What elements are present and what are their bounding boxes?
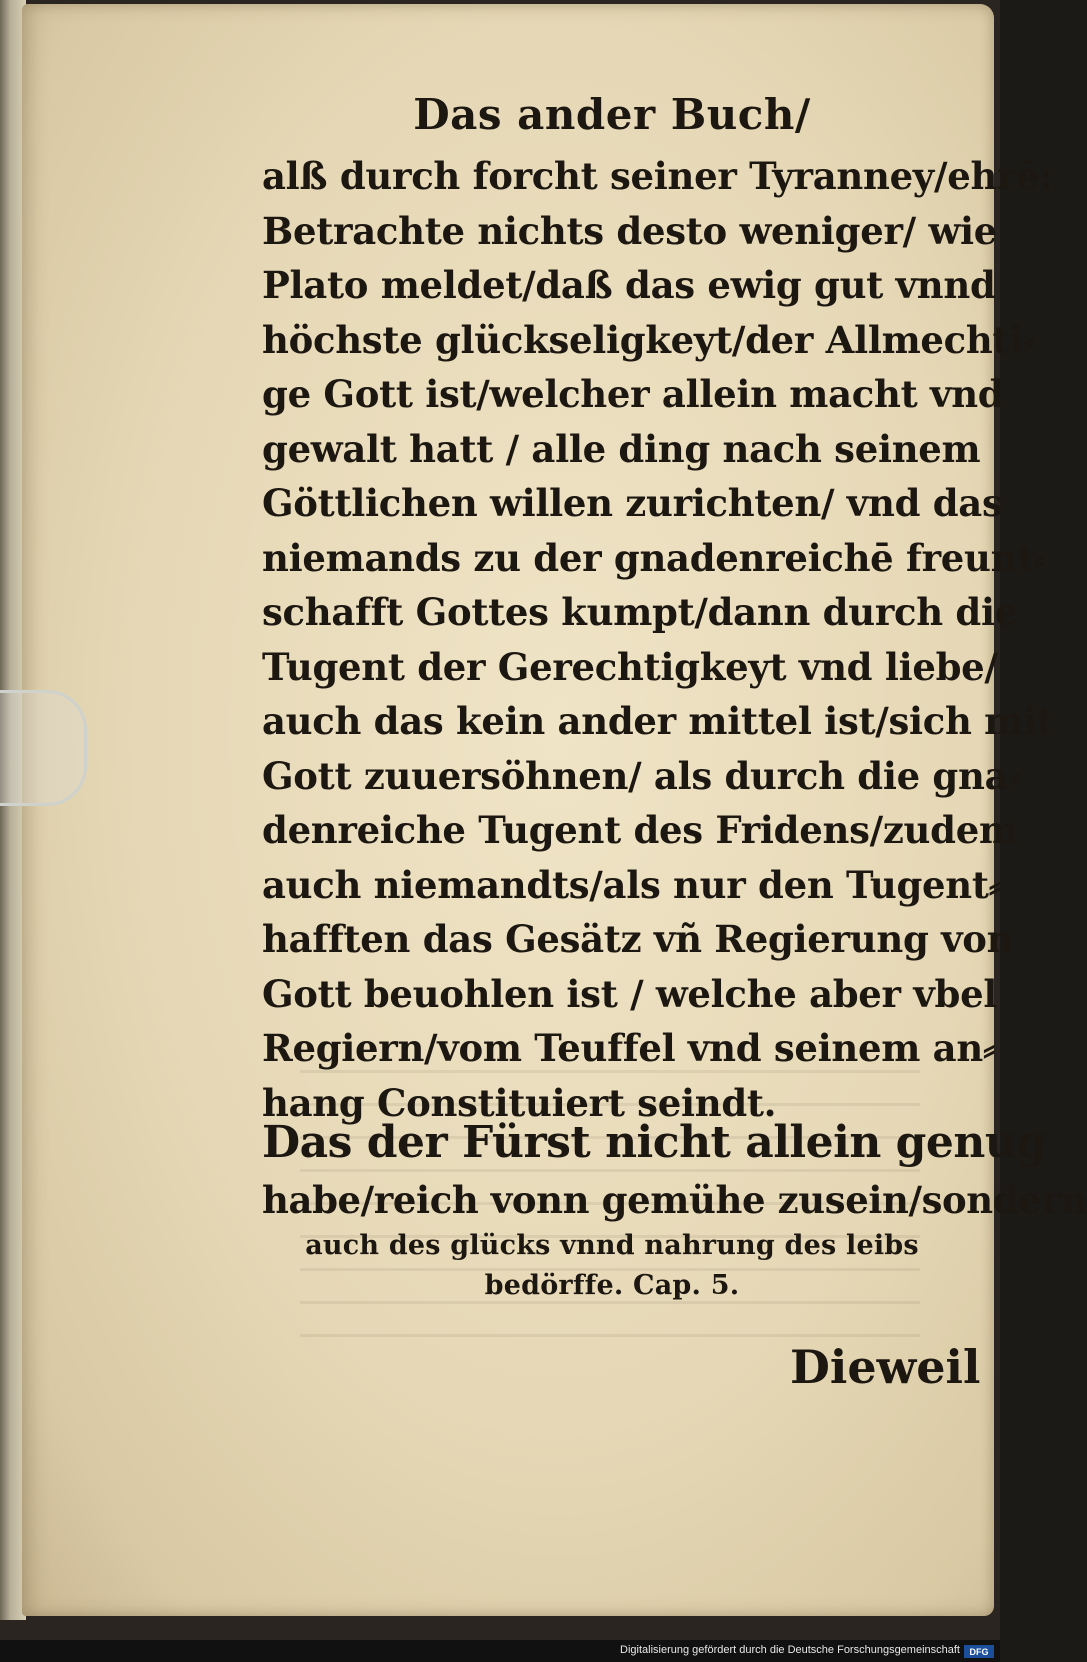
text-line: Gott zuuersöhnen/ als durch die gna⸗	[262, 753, 1021, 798]
text-line: höchste glückseligkeyt/der Allmechti⸗	[262, 317, 1036, 362]
text-line: Tugent der Gerechtigkeyt vnd liebe/	[262, 644, 998, 689]
running-head: Das ander Buch/	[413, 90, 811, 139]
text-line: Göttlichen willen zurichten/ vnd das	[262, 481, 1003, 525]
funding-note: Digitalisierung gefördert durch die Deutsche Forschungsgemeinschaft	[620, 1644, 960, 1656]
text-line: hang Constituiert seindt.	[262, 1080, 777, 1125]
chapter-heading	[262, 1112, 1087, 1306]
chapter-heading-line: Das der Fürst nicht allein genug	[262, 1117, 1047, 1168]
text-line: ge Gott ist/welcher allein macht vnd	[262, 372, 1004, 416]
main-text-block	[262, 90, 1054, 1130]
body-text	[262, 149, 1054, 1130]
text-line: auch das kein ander mittel ist/sich mit	[262, 699, 1054, 743]
chapter-heading-line: auch des glücks vnnd nahrung des leibs	[305, 1230, 919, 1261]
chapter-heading-line: bedörffe. Cap. 5.	[484, 1270, 740, 1301]
text-line: denreiche Tugent des Fridens/zudem	[262, 808, 1018, 852]
text-line: auch niemandts/als nur den Tugent⸗	[262, 862, 1001, 907]
text-line: niemands zu der gnadenreichē freunt⸗	[262, 535, 1047, 580]
text-line: Gott beuohlen ist / welche aber vbel	[262, 971, 998, 1016]
catchword: Dieweil	[790, 1340, 981, 1394]
text-line: schafft Gottes kumpt/dann durch die	[262, 590, 1018, 634]
text-line: Regiern/vom Teuffel vnd seinem an⸗	[262, 1026, 995, 1070]
page-clip	[0, 690, 87, 806]
dfg-logo: DFG	[964, 1645, 994, 1658]
chapter-heading-line: habe/reich vonn gemühe zusein/sondern	[262, 1178, 1087, 1222]
text-line: gewalt hatt / alle ding nach seinem	[262, 426, 981, 471]
text-line: alß durch forcht seiner Tyranney/ehrē:	[262, 154, 1053, 198]
text-line: Betrachte nichts desto weniger/ wie	[262, 208, 997, 253]
text-line: Plato meldet/daß das ewig gut vnnd	[262, 263, 996, 307]
text-line: hafften das Gesätz vñ Regierung von	[262, 917, 1014, 961]
